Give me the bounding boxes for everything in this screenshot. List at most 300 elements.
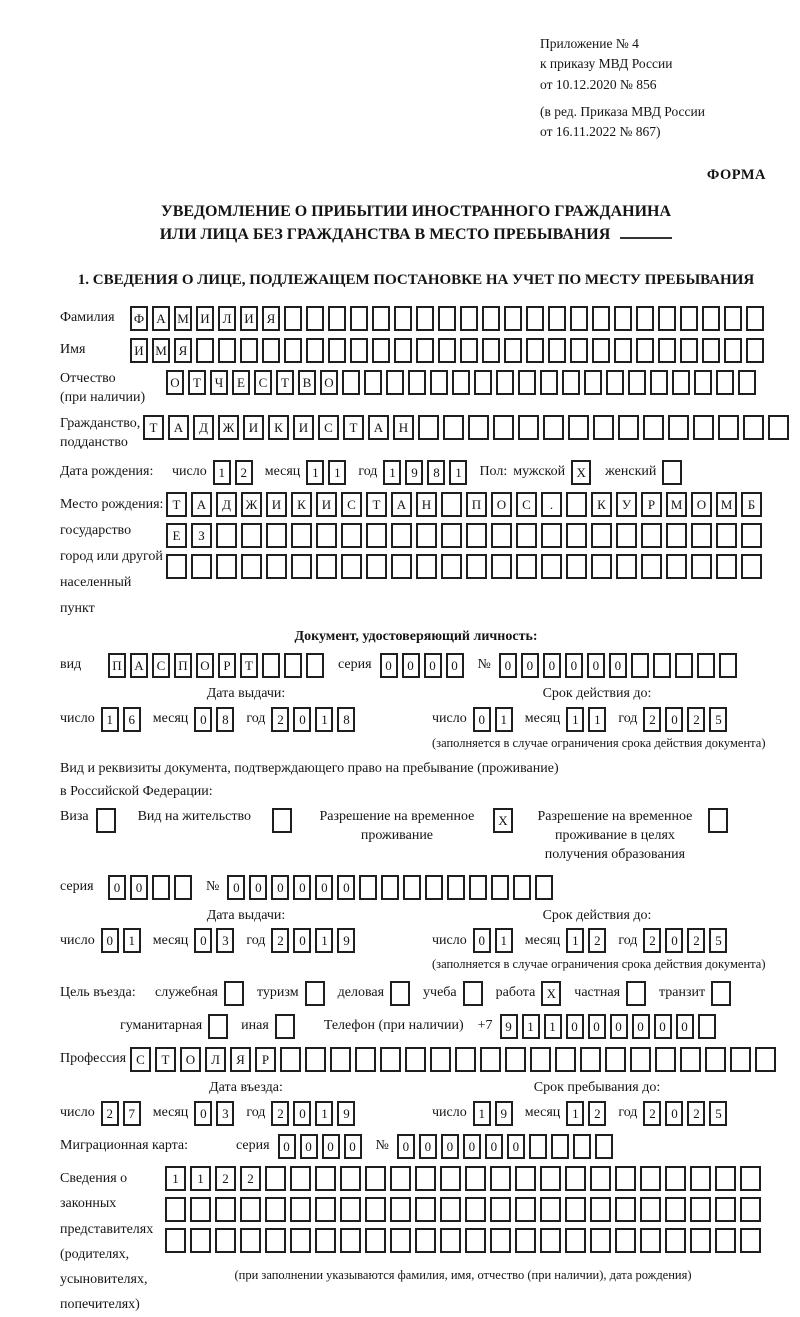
char-cell[interactable]: 1: [522, 1014, 540, 1039]
char-cell[interactable]: [165, 1228, 186, 1253]
char-cell[interactable]: [543, 415, 564, 440]
char-cell[interactable]: 0: [397, 1134, 415, 1159]
char-cell[interactable]: 2: [687, 1101, 705, 1126]
char-cell[interactable]: [265, 1228, 286, 1253]
char-cell[interactable]: [516, 554, 537, 579]
char-cell[interactable]: [643, 415, 664, 440]
char-cell[interactable]: [166, 554, 187, 579]
char-cell[interactable]: [408, 370, 426, 395]
char-cell[interactable]: [284, 653, 302, 678]
char-cell[interactable]: А: [152, 306, 170, 331]
char-cell[interactable]: [680, 1047, 701, 1072]
char-cell[interactable]: 1: [306, 460, 324, 485]
char-cell[interactable]: [262, 338, 280, 363]
char-cell[interactable]: [191, 554, 212, 579]
char-cell[interactable]: [680, 338, 698, 363]
char-cell[interactable]: 0: [227, 875, 245, 900]
char-cell[interactable]: [394, 338, 412, 363]
char-cell[interactable]: [365, 1197, 386, 1222]
char-cell[interactable]: [416, 338, 434, 363]
char-cell[interactable]: [455, 1047, 476, 1072]
char-cell[interactable]: [595, 1134, 613, 1159]
char-cell[interactable]: 0: [108, 875, 126, 900]
char-cell[interactable]: [738, 370, 756, 395]
char-cell[interactable]: 2: [588, 928, 606, 953]
char-cell[interactable]: [505, 1047, 526, 1072]
char-cell[interactable]: [496, 370, 514, 395]
char-cell[interactable]: 2: [235, 460, 253, 485]
char-cell[interactable]: 0: [473, 707, 491, 732]
char-cell[interactable]: З: [191, 523, 212, 548]
char-cell[interactable]: [691, 554, 712, 579]
char-cell[interactable]: [430, 370, 448, 395]
char-cell[interactable]: [316, 554, 337, 579]
char-cell[interactable]: 1: [315, 928, 333, 953]
char-cell[interactable]: 1: [101, 707, 119, 732]
char-cell[interactable]: [441, 523, 462, 548]
char-cell[interactable]: М: [152, 338, 170, 363]
char-cell[interactable]: 0: [463, 1134, 481, 1159]
char-cell[interactable]: [518, 415, 539, 440]
char-cell[interactable]: [504, 306, 522, 331]
char-cell[interactable]: [265, 1197, 286, 1222]
char-cell[interactable]: [690, 1166, 711, 1191]
char-cell[interactable]: [591, 554, 612, 579]
char-cell[interactable]: [740, 1228, 761, 1253]
char-cell[interactable]: О: [166, 370, 184, 395]
char-cell[interactable]: [474, 370, 492, 395]
char-cell[interactable]: 8: [427, 460, 445, 485]
char-cell[interactable]: [493, 415, 514, 440]
char-cell[interactable]: [668, 415, 689, 440]
char-cell[interactable]: [491, 875, 509, 900]
char-cell[interactable]: [365, 1166, 386, 1191]
char-cell[interactable]: А: [168, 415, 189, 440]
char-cell[interactable]: [741, 523, 762, 548]
char-cell[interactable]: И: [266, 492, 287, 517]
purpose-work-checkbox[interactable]: X: [541, 981, 561, 1006]
char-cell[interactable]: [460, 306, 478, 331]
char-cell[interactable]: [592, 338, 610, 363]
char-cell[interactable]: 0: [419, 1134, 437, 1159]
char-cell[interactable]: [372, 306, 390, 331]
char-cell[interactable]: [702, 338, 720, 363]
char-cell[interactable]: 0: [566, 1014, 584, 1039]
char-cell[interactable]: [415, 1228, 436, 1253]
char-cell[interactable]: И: [293, 415, 314, 440]
char-cell[interactable]: Е: [166, 523, 187, 548]
char-cell[interactable]: 9: [405, 460, 423, 485]
char-cell[interactable]: 2: [271, 1101, 289, 1126]
char-cell[interactable]: 1: [315, 1101, 333, 1126]
char-cell[interactable]: [441, 492, 462, 517]
option-visa-checkbox[interactable]: [96, 808, 116, 833]
char-cell[interactable]: М: [716, 492, 737, 517]
char-cell[interactable]: [380, 1047, 401, 1072]
char-cell[interactable]: К: [291, 492, 312, 517]
char-cell[interactable]: 3: [216, 1101, 234, 1126]
char-cell[interactable]: Н: [393, 415, 414, 440]
char-cell[interactable]: 0: [380, 653, 398, 678]
char-cell[interactable]: [650, 370, 668, 395]
char-cell[interactable]: [504, 338, 522, 363]
char-cell[interactable]: 2: [643, 707, 661, 732]
char-cell[interactable]: 2: [101, 1101, 119, 1126]
char-cell[interactable]: [355, 1047, 376, 1072]
char-cell[interactable]: [490, 1197, 511, 1222]
char-cell[interactable]: [718, 415, 739, 440]
char-cell[interactable]: 0: [424, 653, 442, 678]
char-cell[interactable]: 0: [322, 1134, 340, 1159]
char-cell[interactable]: [440, 1166, 461, 1191]
char-cell[interactable]: [350, 338, 368, 363]
char-cell[interactable]: [568, 415, 589, 440]
char-cell[interactable]: [541, 554, 562, 579]
char-cell[interactable]: 0: [441, 1134, 459, 1159]
purpose-official-checkbox[interactable]: [224, 981, 244, 1006]
char-cell[interactable]: [690, 1197, 711, 1222]
char-cell[interactable]: А: [130, 653, 148, 678]
char-cell[interactable]: 0: [565, 653, 583, 678]
char-cell[interactable]: 1: [190, 1166, 211, 1191]
option-temporary-residence-checkbox[interactable]: X: [493, 808, 513, 833]
char-cell[interactable]: 2: [687, 928, 705, 953]
char-cell[interactable]: 2: [240, 1166, 261, 1191]
char-cell[interactable]: 1: [123, 928, 141, 953]
char-cell[interactable]: Ф: [130, 306, 148, 331]
char-cell[interactable]: 1: [165, 1166, 186, 1191]
char-cell[interactable]: [565, 1166, 586, 1191]
char-cell[interactable]: [403, 875, 421, 900]
char-cell[interactable]: [381, 875, 399, 900]
char-cell[interactable]: 2: [687, 707, 705, 732]
char-cell[interactable]: [573, 1134, 591, 1159]
char-cell[interactable]: [316, 523, 337, 548]
char-cell[interactable]: [466, 554, 487, 579]
char-cell[interactable]: [441, 554, 462, 579]
char-cell[interactable]: [565, 1228, 586, 1253]
char-cell[interactable]: [340, 1197, 361, 1222]
char-cell[interactable]: 1: [588, 707, 606, 732]
char-cell[interactable]: [540, 1197, 561, 1222]
char-cell[interactable]: [241, 554, 262, 579]
char-cell[interactable]: [290, 1228, 311, 1253]
char-cell[interactable]: [641, 523, 662, 548]
char-cell[interactable]: 0: [402, 653, 420, 678]
char-cell[interactable]: [328, 306, 346, 331]
char-cell[interactable]: Л: [218, 306, 236, 331]
char-cell[interactable]: 5: [709, 928, 727, 953]
char-cell[interactable]: [658, 338, 676, 363]
char-cell[interactable]: 1: [566, 928, 584, 953]
char-cell[interactable]: [305, 1047, 326, 1072]
char-cell[interactable]: [366, 523, 387, 548]
char-cell[interactable]: [584, 370, 602, 395]
char-cell[interactable]: 0: [194, 928, 212, 953]
char-cell[interactable]: [570, 306, 588, 331]
char-cell[interactable]: [215, 1197, 236, 1222]
char-cell[interactable]: 1: [566, 707, 584, 732]
char-cell[interactable]: [425, 875, 443, 900]
char-cell[interactable]: [716, 523, 737, 548]
char-cell[interactable]: [394, 306, 412, 331]
char-cell[interactable]: 2: [643, 928, 661, 953]
char-cell[interactable]: [540, 1228, 561, 1253]
char-cell[interactable]: [691, 523, 712, 548]
char-cell[interactable]: [590, 1197, 611, 1222]
char-cell[interactable]: [460, 338, 478, 363]
char-cell[interactable]: [390, 1197, 411, 1222]
purpose-other-checkbox[interactable]: [275, 1014, 295, 1039]
char-cell[interactable]: [541, 523, 562, 548]
char-cell[interactable]: [490, 1228, 511, 1253]
char-cell[interactable]: Т: [188, 370, 206, 395]
char-cell[interactable]: 0: [543, 653, 561, 678]
char-cell[interactable]: 2: [588, 1101, 606, 1126]
char-cell[interactable]: [266, 554, 287, 579]
option-temporary-residence-education-checkbox[interactable]: [708, 808, 728, 833]
char-cell[interactable]: А: [191, 492, 212, 517]
char-cell[interactable]: П: [174, 653, 192, 678]
char-cell[interactable]: [716, 554, 737, 579]
char-cell[interactable]: [693, 415, 714, 440]
char-cell[interactable]: 9: [337, 928, 355, 953]
char-cell[interactable]: [306, 306, 324, 331]
char-cell[interactable]: Я: [174, 338, 192, 363]
char-cell[interactable]: [628, 370, 646, 395]
char-cell[interactable]: [466, 523, 487, 548]
char-cell[interactable]: [416, 523, 437, 548]
char-cell[interactable]: [526, 306, 544, 331]
char-cell[interactable]: [240, 1228, 261, 1253]
char-cell[interactable]: [640, 1166, 661, 1191]
char-cell[interactable]: 1: [213, 460, 231, 485]
char-cell[interactable]: [590, 1228, 611, 1253]
char-cell[interactable]: 0: [249, 875, 267, 900]
char-cell[interactable]: [390, 1228, 411, 1253]
char-cell[interactable]: [724, 338, 742, 363]
char-cell[interactable]: [570, 338, 588, 363]
char-cell[interactable]: К: [591, 492, 612, 517]
char-cell[interactable]: И: [316, 492, 337, 517]
char-cell[interactable]: [616, 523, 637, 548]
char-cell[interactable]: [290, 1197, 311, 1222]
char-cell[interactable]: [518, 370, 536, 395]
char-cell[interactable]: [152, 875, 170, 900]
char-cell[interactable]: 0: [101, 928, 119, 953]
char-cell[interactable]: Т: [276, 370, 294, 395]
char-cell[interactable]: [640, 1197, 661, 1222]
char-cell[interactable]: 1: [449, 460, 467, 485]
char-cell[interactable]: А: [391, 492, 412, 517]
purpose-business-checkbox[interactable]: [390, 981, 410, 1006]
char-cell[interactable]: 0: [610, 1014, 628, 1039]
char-cell[interactable]: 9: [500, 1014, 518, 1039]
char-cell[interactable]: [593, 415, 614, 440]
char-cell[interactable]: [266, 523, 287, 548]
purpose-tourism-checkbox[interactable]: [305, 981, 325, 1006]
char-cell[interactable]: [416, 554, 437, 579]
char-cell[interactable]: [665, 1228, 686, 1253]
char-cell[interactable]: [482, 306, 500, 331]
purpose-private-checkbox[interactable]: [626, 981, 646, 1006]
char-cell[interactable]: 0: [293, 875, 311, 900]
char-cell[interactable]: [658, 306, 676, 331]
char-cell[interactable]: 0: [654, 1014, 672, 1039]
char-cell[interactable]: 0: [194, 1101, 212, 1126]
char-cell[interactable]: 0: [507, 1134, 525, 1159]
char-cell[interactable]: Е: [232, 370, 250, 395]
char-cell[interactable]: [365, 1228, 386, 1253]
char-cell[interactable]: [548, 338, 566, 363]
char-cell[interactable]: [341, 554, 362, 579]
char-cell[interactable]: [665, 1166, 686, 1191]
char-cell[interactable]: [548, 306, 566, 331]
char-cell[interactable]: Р: [255, 1047, 276, 1072]
char-cell[interactable]: [636, 306, 654, 331]
char-cell[interactable]: 9: [495, 1101, 513, 1126]
char-cell[interactable]: [513, 875, 531, 900]
char-cell[interactable]: 0: [473, 928, 491, 953]
char-cell[interactable]: Р: [641, 492, 662, 517]
char-cell[interactable]: [590, 1166, 611, 1191]
char-cell[interactable]: 0: [521, 653, 539, 678]
char-cell[interactable]: Ж: [218, 415, 239, 440]
char-cell[interactable]: [755, 1047, 776, 1072]
char-cell[interactable]: [666, 554, 687, 579]
sex-female-checkbox[interactable]: [662, 460, 682, 485]
char-cell[interactable]: 1: [473, 1101, 491, 1126]
char-cell[interactable]: [614, 306, 632, 331]
purpose-humanitarian-checkbox[interactable]: [208, 1014, 228, 1039]
char-cell[interactable]: [265, 1166, 286, 1191]
char-cell[interactable]: [315, 1166, 336, 1191]
sex-male-checkbox[interactable]: X: [571, 460, 591, 485]
char-cell[interactable]: Б: [741, 492, 762, 517]
char-cell[interactable]: [359, 875, 377, 900]
char-cell[interactable]: [290, 1166, 311, 1191]
char-cell[interactable]: [340, 1228, 361, 1253]
char-cell[interactable]: 0: [609, 653, 627, 678]
char-cell[interactable]: [640, 1228, 661, 1253]
char-cell[interactable]: 0: [588, 1014, 606, 1039]
char-cell[interactable]: [262, 653, 280, 678]
char-cell[interactable]: [697, 653, 715, 678]
char-cell[interactable]: 2: [271, 928, 289, 953]
char-cell[interactable]: 0: [676, 1014, 694, 1039]
char-cell[interactable]: [715, 1166, 736, 1191]
char-cell[interactable]: М: [174, 306, 192, 331]
char-cell[interactable]: [416, 306, 434, 331]
char-cell[interactable]: 1: [328, 460, 346, 485]
char-cell[interactable]: [465, 1228, 486, 1253]
char-cell[interactable]: О: [320, 370, 338, 395]
char-cell[interactable]: [540, 370, 558, 395]
char-cell[interactable]: [746, 338, 764, 363]
char-cell[interactable]: 1: [315, 707, 333, 732]
char-cell[interactable]: [705, 1047, 726, 1072]
char-cell[interactable]: [465, 1166, 486, 1191]
char-cell[interactable]: [698, 1014, 716, 1039]
char-cell[interactable]: [315, 1228, 336, 1253]
char-cell[interactable]: И: [196, 306, 214, 331]
char-cell[interactable]: 1: [495, 707, 513, 732]
char-cell[interactable]: [440, 1197, 461, 1222]
char-cell[interactable]: 0: [665, 1101, 683, 1126]
char-cell[interactable]: [616, 554, 637, 579]
char-cell[interactable]: [174, 875, 192, 900]
char-cell[interactable]: У: [616, 492, 637, 517]
char-cell[interactable]: 1: [566, 1101, 584, 1126]
char-cell[interactable]: [680, 306, 698, 331]
char-cell[interactable]: [480, 1047, 501, 1072]
char-cell[interactable]: [641, 554, 662, 579]
char-cell[interactable]: 5: [709, 707, 727, 732]
char-cell[interactable]: [515, 1166, 536, 1191]
char-cell[interactable]: [529, 1134, 547, 1159]
char-cell[interactable]: [724, 306, 742, 331]
char-cell[interactable]: [452, 370, 470, 395]
char-cell[interactable]: [216, 554, 237, 579]
char-cell[interactable]: Л: [205, 1047, 226, 1072]
char-cell[interactable]: [615, 1228, 636, 1253]
char-cell[interactable]: С: [130, 1047, 151, 1072]
char-cell[interactable]: [630, 1047, 651, 1072]
char-cell[interactable]: [672, 370, 690, 395]
char-cell[interactable]: 0: [485, 1134, 503, 1159]
char-cell[interactable]: 0: [315, 875, 333, 900]
char-cell[interactable]: О: [491, 492, 512, 517]
char-cell[interactable]: [291, 554, 312, 579]
char-cell[interactable]: Т: [366, 492, 387, 517]
char-cell[interactable]: [730, 1047, 751, 1072]
char-cell[interactable]: [241, 523, 262, 548]
char-cell[interactable]: [465, 1197, 486, 1222]
char-cell[interactable]: С: [254, 370, 272, 395]
char-cell[interactable]: 1: [544, 1014, 562, 1039]
char-cell[interactable]: К: [268, 415, 289, 440]
char-cell[interactable]: [740, 1197, 761, 1222]
char-cell[interactable]: [447, 875, 465, 900]
char-cell[interactable]: [580, 1047, 601, 1072]
char-cell[interactable]: Т: [343, 415, 364, 440]
char-cell[interactable]: [280, 1047, 301, 1072]
char-cell[interactable]: [675, 653, 693, 678]
char-cell[interactable]: С: [152, 653, 170, 678]
char-cell[interactable]: [535, 875, 553, 900]
char-cell[interactable]: [694, 370, 712, 395]
char-cell[interactable]: [366, 554, 387, 579]
char-cell[interactable]: А: [368, 415, 389, 440]
char-cell[interactable]: [364, 370, 382, 395]
char-cell[interactable]: С: [516, 492, 537, 517]
char-cell[interactable]: [240, 1197, 261, 1222]
char-cell[interactable]: [438, 338, 456, 363]
char-cell[interactable]: [615, 1166, 636, 1191]
char-cell[interactable]: 8: [216, 707, 234, 732]
char-cell[interactable]: [715, 1228, 736, 1253]
char-cell[interactable]: Т: [166, 492, 187, 517]
char-cell[interactable]: П: [466, 492, 487, 517]
char-cell[interactable]: 0: [337, 875, 355, 900]
char-cell[interactable]: [443, 415, 464, 440]
char-cell[interactable]: [615, 1197, 636, 1222]
char-cell[interactable]: 8: [337, 707, 355, 732]
char-cell[interactable]: [438, 306, 456, 331]
option-residence-permit-checkbox[interactable]: [272, 808, 292, 833]
char-cell[interactable]: 2: [643, 1101, 661, 1126]
char-cell[interactable]: [666, 523, 687, 548]
